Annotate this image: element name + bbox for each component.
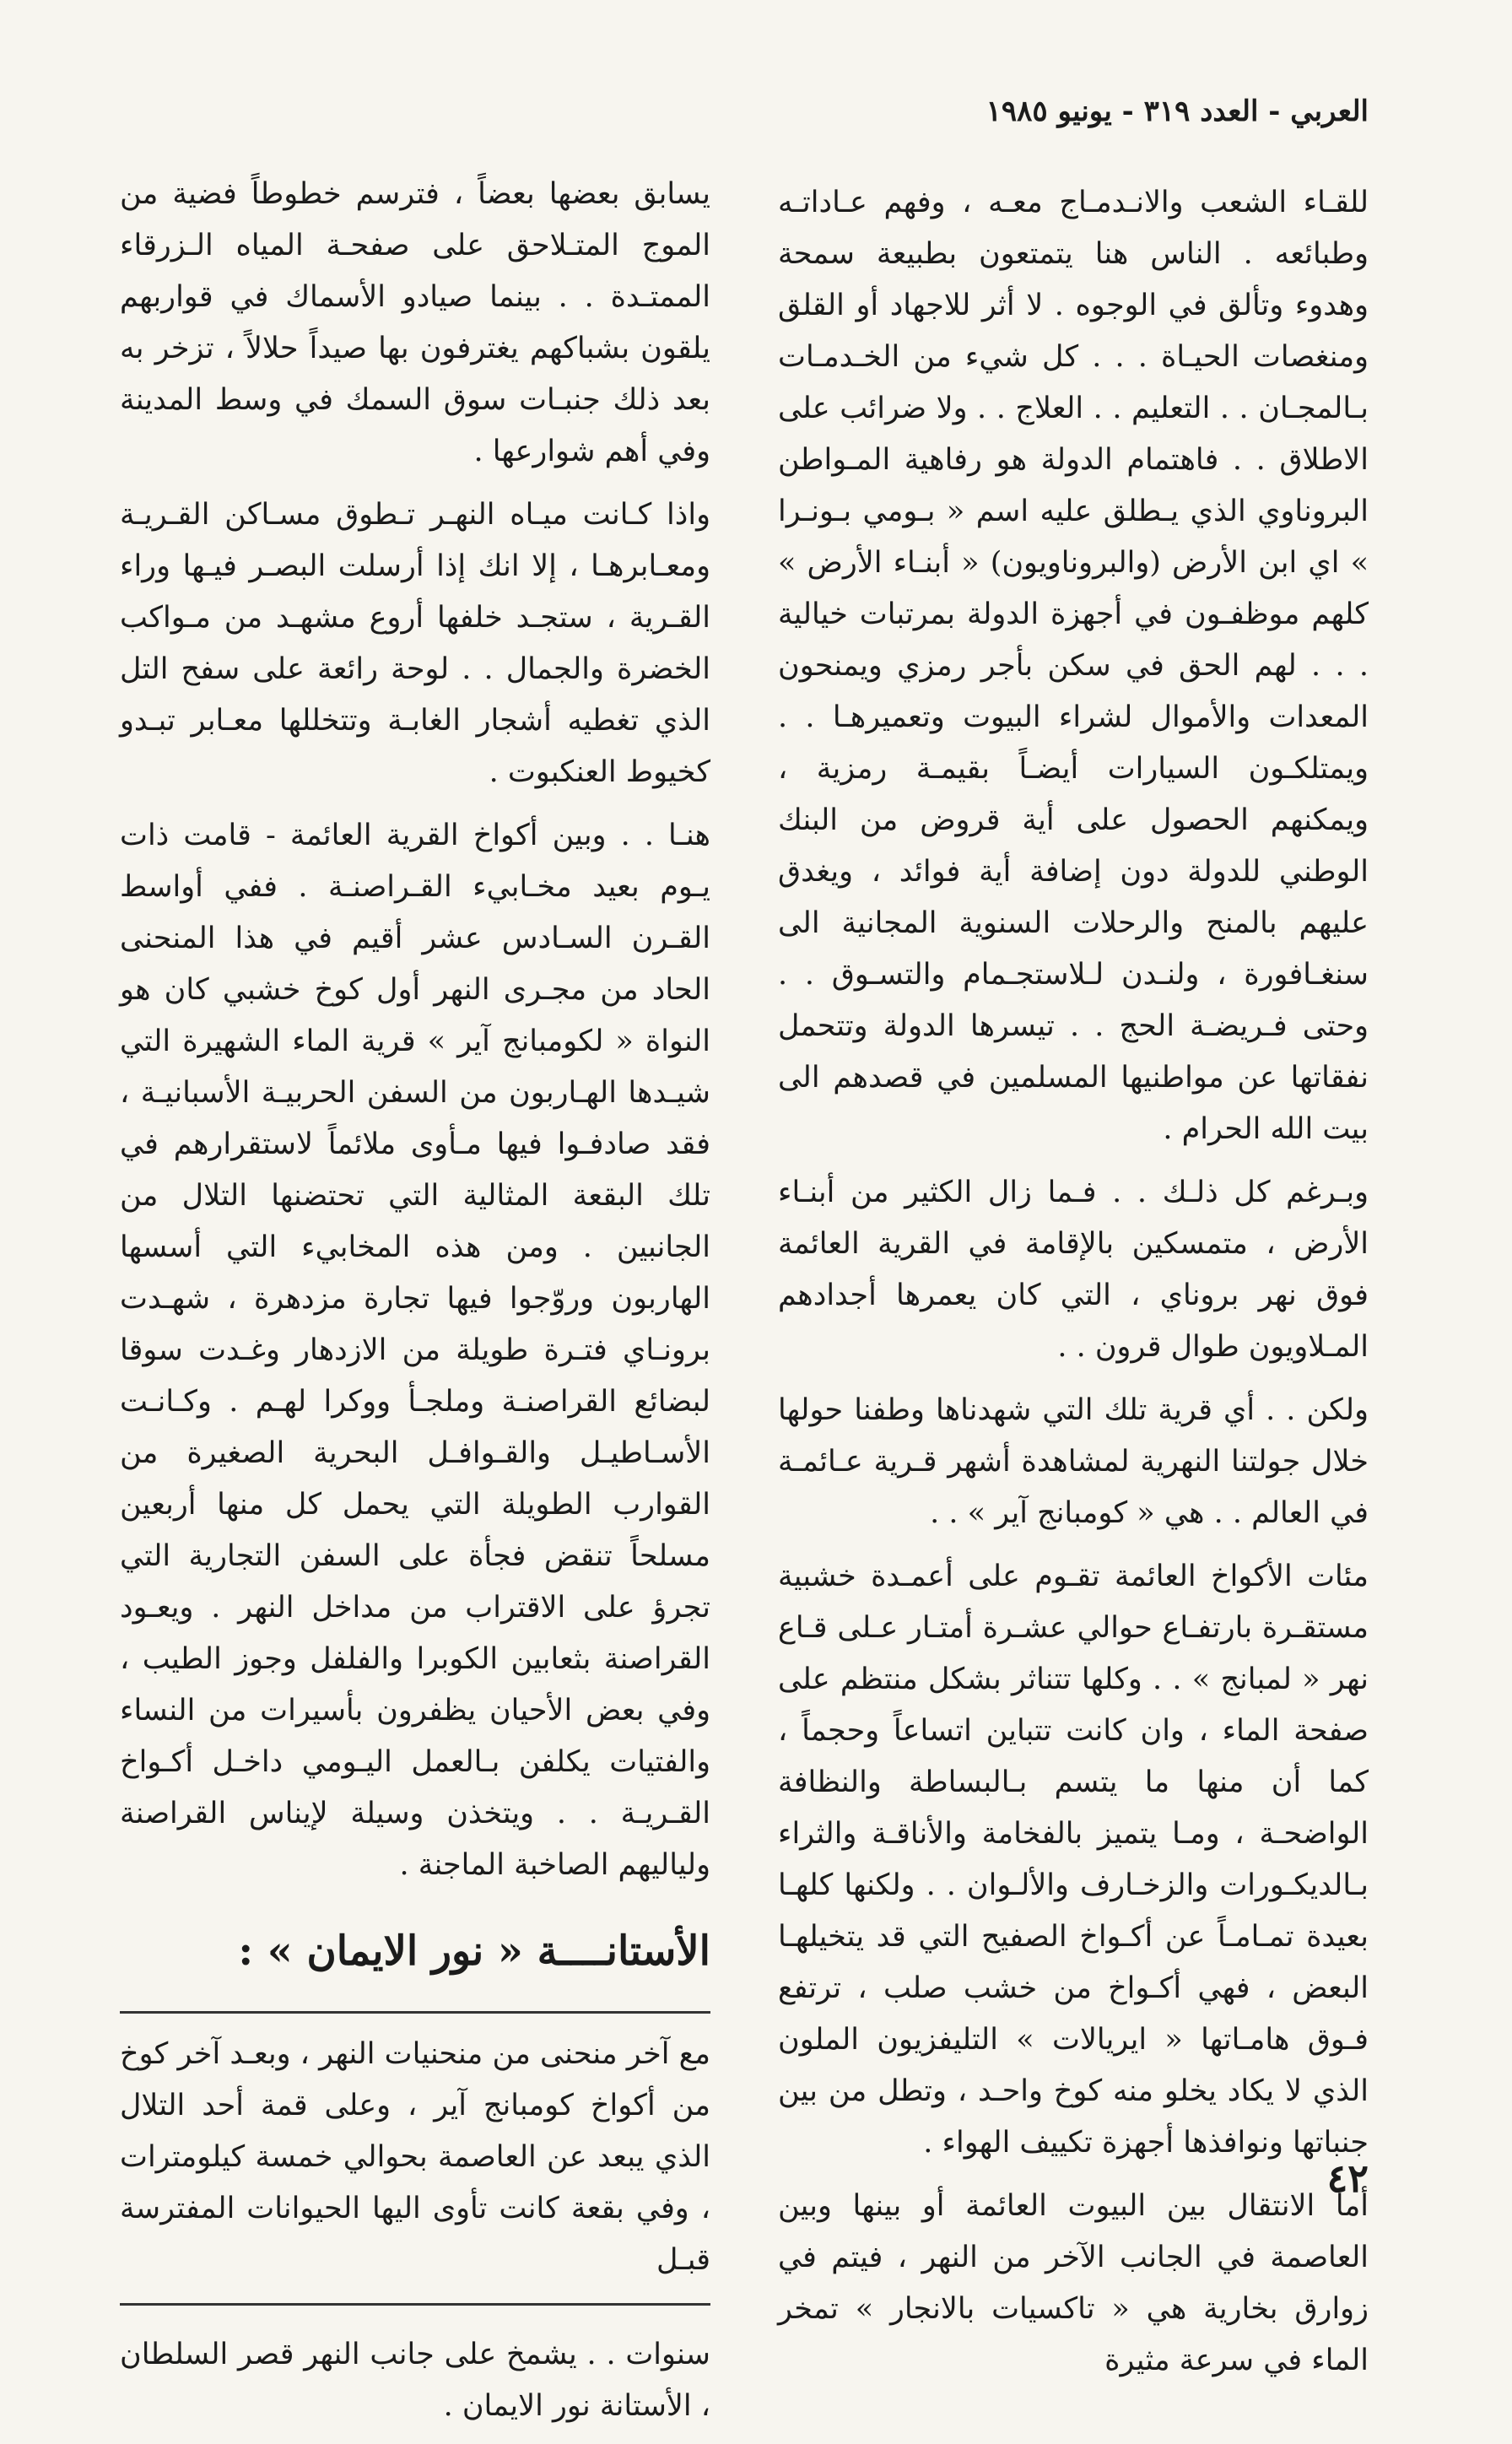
section-title: الأستانــــة « نور الايمان » : xyxy=(238,1928,710,1975)
page-number: ٤٢ xyxy=(1326,2155,1369,2201)
paragraph: أما الانتقال بين البيوت العائمة أو بينها وبين العاصمة في الجانب الآخر من النهر ، فيتم في زوارق بخارية هي « تاكسيات بالانجار » تمخر الماء في سرعة مثيرة xyxy=(778,2189,1369,2377)
boxed-paragraph: مع آخر منحنى من منحنيات النهر ، وبعـد آخر كوخ من أكواخ كومبانج آير ، وعلى قمة أحد التلال الذي يبعد عن العاصمة بحوالي خمسة كيلومترات ، وفي بقعة كانت تأوى اليها الحيوانات المفترسة قبـل xyxy=(120,2037,710,2277)
paragraph: سنوات . . يشمخ على جانب النهر قصر السلطان ، الأستانة نور الايمان . xyxy=(120,2338,710,2423)
paragraph: للقـاء الشعب والانـدمـاج معـه ، وفهم عـاداتـه وطبائعه . الناس هنا يتمتعون بطبيعة سمحة وهدوء وتألق في الوجوه . لا أثر للاجهاد أو القلق ومنغصات الحيـاة . . . كل شيء من الخـدمـات بـالمجـان . . التعليم . . العلاج . . ولا ضرائب على الاطلاق . . فاهتمام الدولة هو رفاهية المـواطن البروناوي الذي يـطلق عليه اسم « بـومي بـونـرا » اي ابن الأرض (والبروناويون) « أبنـاء الأرض » كلهم موظفـون في أجهزة الدولة بمرتبات خيالية . . . لهم الحق في سكن بأجر رمزي ويمنحون المعدات والأموال لشراء البيوت وتعميرهـا . . ويمتلكـون السيارات أيضـاً بقيمـة رمزية ، ويمكنهم الحصول على أية قروض من البنك الوطني للدولة دون إضافة أية فوائد ، ويغدق عليهم بالمنح والرحلات السنوية المجانية الى سنغـافورة ، ولنـدن لـلاستجـمام والتسـوق . . وحتى فـريضـة الحج . . تيسرها الدولة وتتحمل نفقاتها عن مواطنيها المسلمين في قصدهم الى بيت الله الحرام . xyxy=(778,186,1369,1146)
left-column xyxy=(120,169,710,2444)
boxed-intro xyxy=(120,2011,710,2306)
paragraph: واذا كـانت ميـاه النهـر تـطوق مسـاكن القـريـة ومعـابرهـا ، إلا انك إذا أرسلت البصـر فيـها وراء القـرية ، ستجـد خلفها أروع مشهـد من مـواكب الخضرة والجمال . . لوحة رائعة على سفح التل الذي تغطيه أشجار الغابـة وتتخللها معـابر تبـدو كخيوط العنكبوت . xyxy=(120,498,710,789)
right-column xyxy=(778,177,1369,2398)
paragraph: يسابق بعضها بعضاً ، فترسم خطوطاً فضية من الموج المتـلاحق على صفحـة المياه الـزرقاء الممتـدة . . بينما صيادو الأسماك في قواربهم يلقون بشباكهم يغترفون بها صيداً حلالاً ، تزخر به بعد ذلك جنبـات سوق السمك في وسط المدينة وفي أهم شوارعها . xyxy=(120,177,710,468)
running-header: العربي - العدد ٣١٩ - يونيو ١٩٨٥ xyxy=(986,95,1369,128)
paragraph: ولكن . . أي قرية تلك التي شهدناها وطفنا حولها خلال جولتنا النهرية لمشاهدة أشهر قـرية عـائمـة في العالم . . هي « كومبانج آير » . . xyxy=(778,1393,1369,1530)
paragraph: مئات الأكواخ العائمة تقـوم على أعمـدة خشبية مستقـرة بارتفـاع حوالي عشـرة أمتـار عـلى قـاع نهر « لمبانج » . . وكلها تتناثر بشكل منتظم على صفحة الماء ، وان كانت تتباين اتساعاً وحجماً ، كما أن منها ما يتسم بـالبساطة والنظافة الواضحـة ، ومـا يتميز بالفخامة والأناقـة والثراء بـالديكـورات والزخـارف والألـوان . . ولكنها كلهـا بعيدة تمـامـاً عن أكـواخ الصفيح التي قد يتخيلهـا البعض ، فهي أكـواخ من خشب صلب ، ترتفع فـوق هامـاتها « ايريالات » التليفزيون الملون الذي لا يكاد يخلو منه كوخ واحـد ، وتطل من بين جنباتها ونوافذها أجهزة تكييف الهواء . xyxy=(778,1560,1369,2160)
paragraph: وبـرغم كل ذلـك . . فـما زال الكثير من أبنـاء الأرض ، متمسكين بالإقامة في القرية العائمة فوق نهر بروناي ، التي كان يعمرها أجدادهم المـلاويون طوال قرون . . xyxy=(778,1176,1369,1364)
paragraph: هنـا . . وبين أكواخ القرية العائمة - قامت ذات يـوم بعيد مخـابيء القـراصنـة . ففي أواسط القـرن السـادس عشر أقيم في هذا المنحنى الحاد من مجـرى النهر أول كوخ خشبي كان هو النواة « لكومبانج آير » قرية الماء الشهيرة التي شيـدها الهـاربون من السفن الحربيـة الأسبانيـة ، فقد صادفـوا فيها مـأوى ملائماً لاستقرارهم في تلك البقعة المثالية التي تحتضنها التلال من الجانبين . ومن هذه المخابيء التي أسسها الهاربون وروّجوا فيها تجارة مزدهرة ، شهـدت برونـاي فتـرة طويلة من الازدهار وغـدت سوقا لبضائع القراصنـة وملجـأ ووكرا لهـم . وكـانـت الأسـاطيـل والقـوافـل البحرية الصغيرة من القوارب الطويلة التي يحمل كل منها أربعين مسلحاً تنقض فجأة على السفن التجارية التي تجرؤ على الاقتراب من مداخل النهر . ويعـود القراصنة بثعابين الكوبرا والفلفل وجوز الطيب ، وفي بعض الأحيان يظفرون بأسيرات من النساء والفتيات يكلفن بـالعمل اليـومي داخـل أكـواخ القـريـة . . ويتخذن وسيلة لإيناس القراصنة ولياليهم الصاخبة الماجنة . xyxy=(120,819,710,1882)
